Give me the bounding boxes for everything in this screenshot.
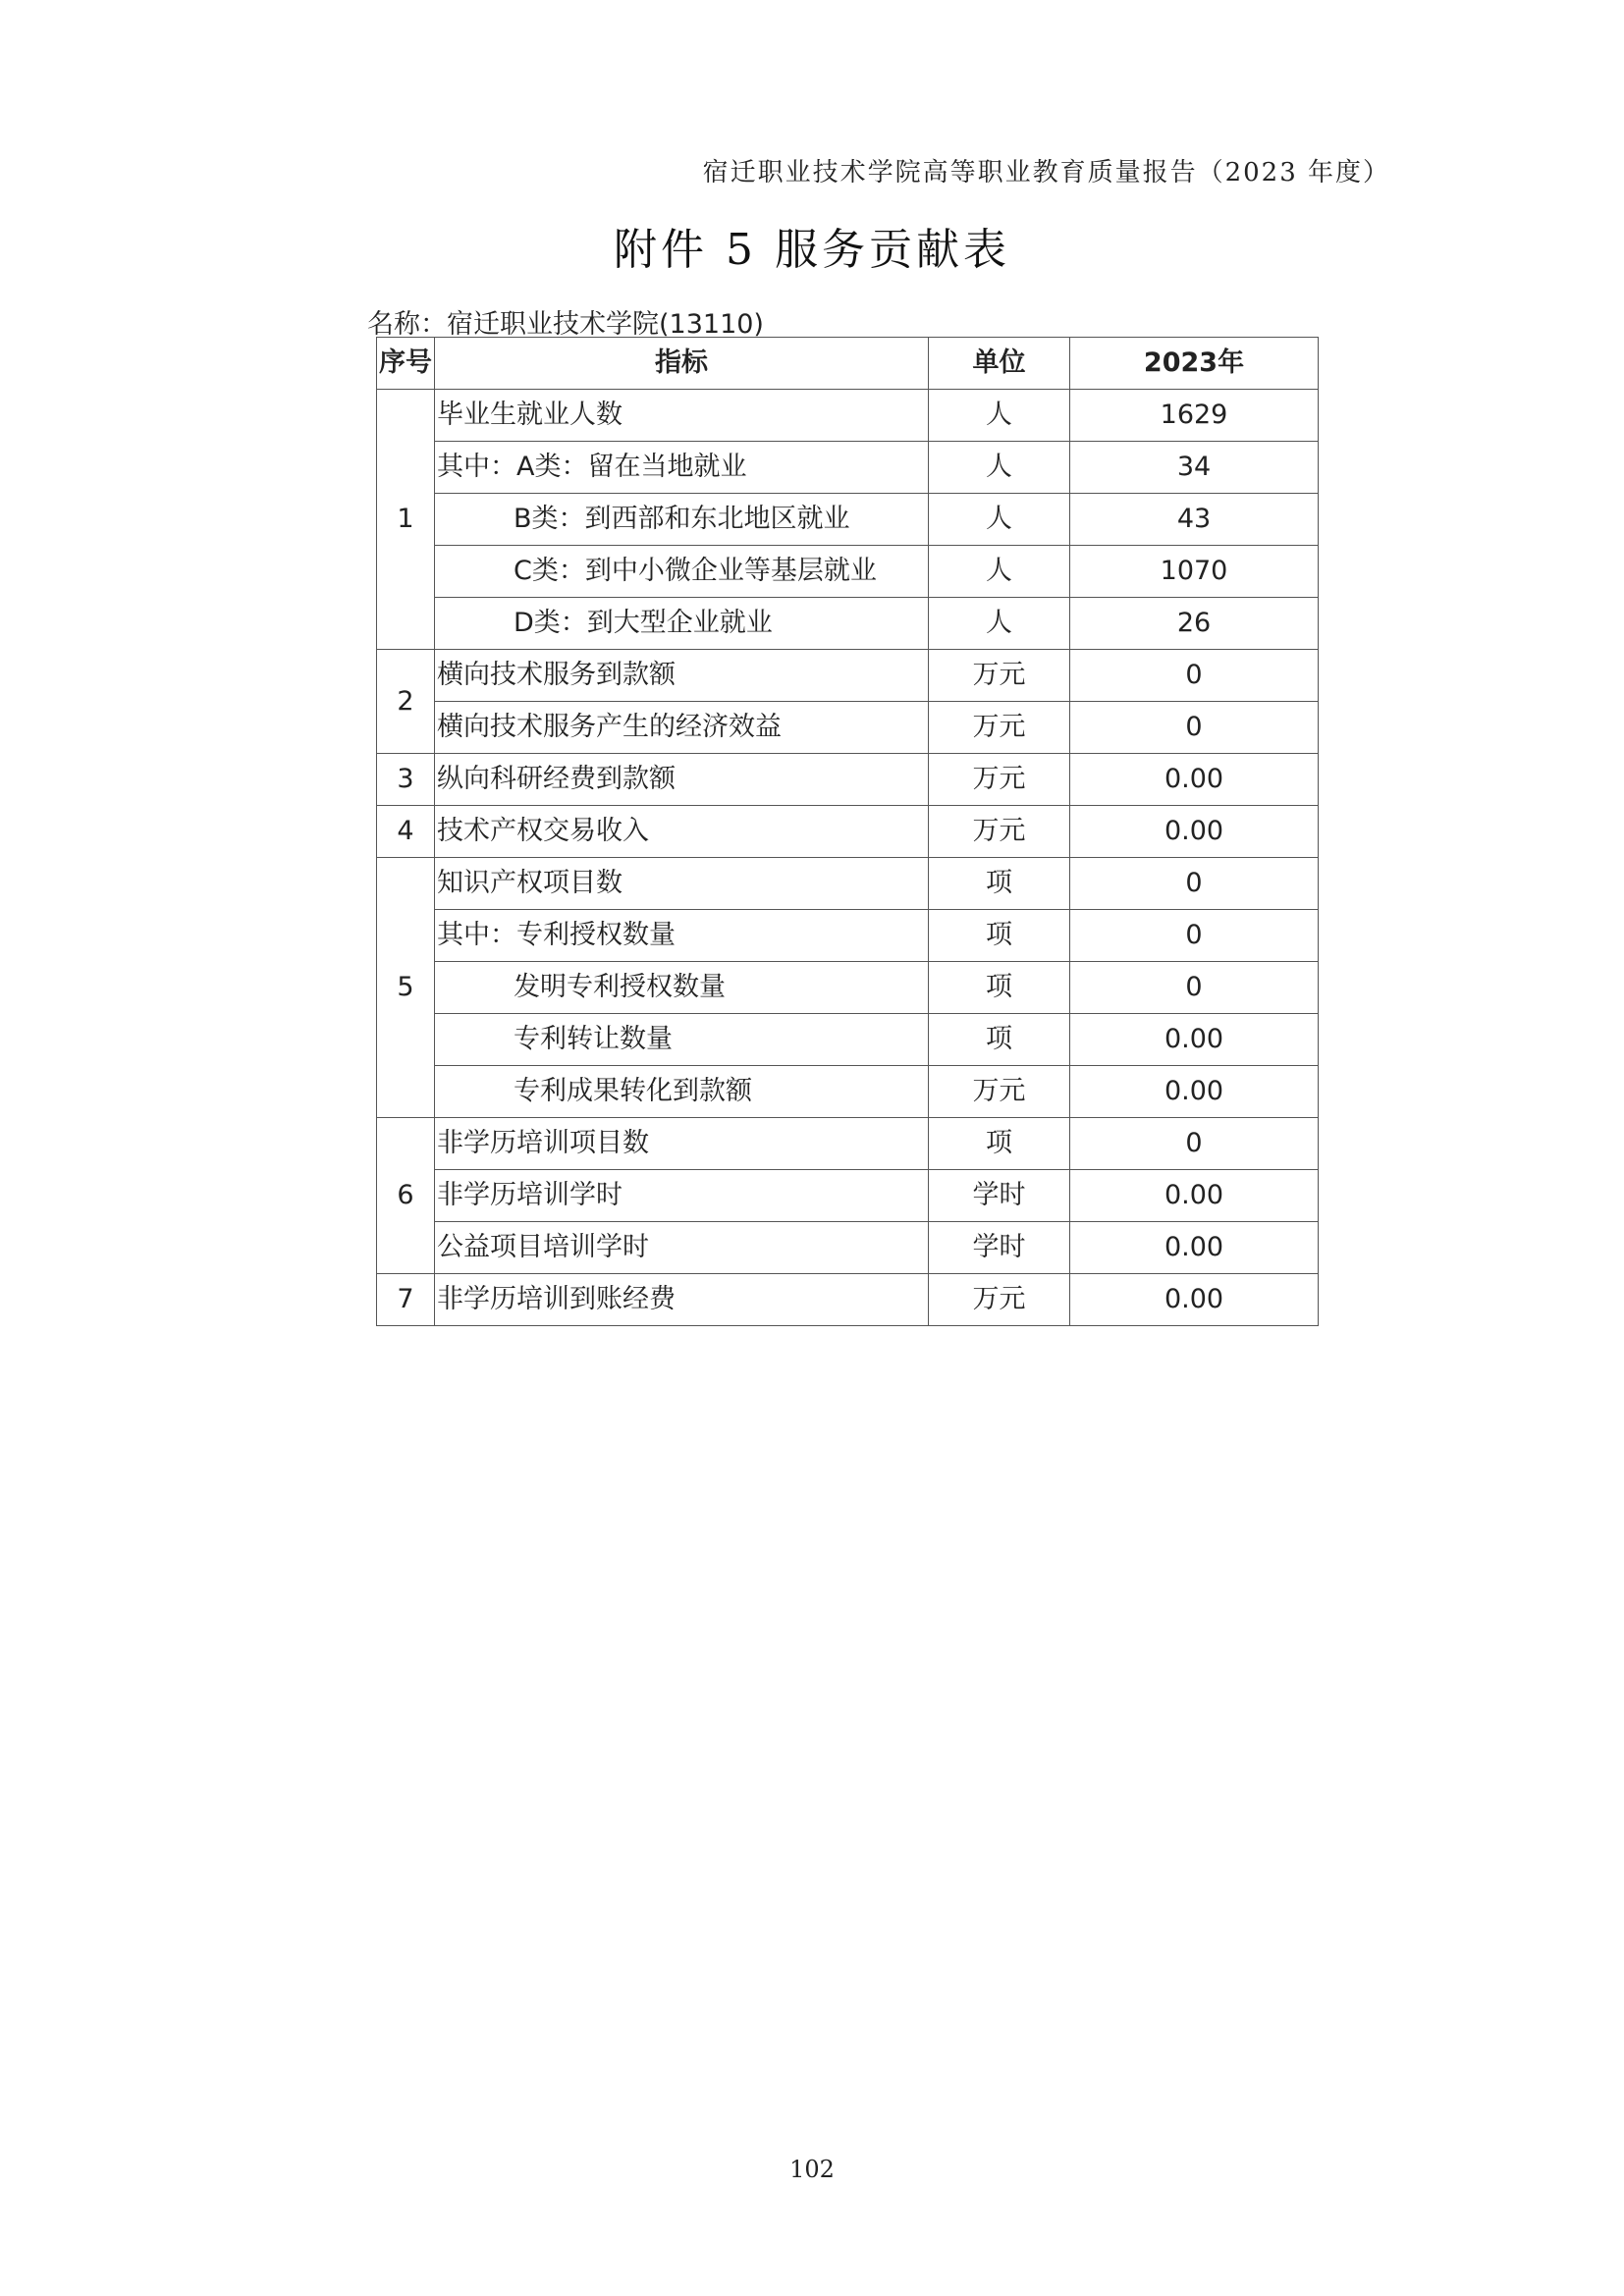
row-unit: 项 [929, 962, 1070, 1014]
table-row [377, 650, 1319, 702]
row-indicator: 非学历培训项目数 [437, 1128, 649, 1158]
col-header-year: 2023年 [1070, 338, 1319, 390]
table-row [377, 1014, 1319, 1066]
row-indicator: 纵向科研经费到款额 [437, 764, 676, 794]
row-indicator: 公益项目培训学时 [437, 1232, 649, 1262]
table-row [377, 390, 1319, 442]
row-unit: 学时 [929, 1170, 1070, 1222]
row-indicator: 发明专利授权数量 [514, 972, 726, 1002]
table-row [377, 702, 1319, 754]
row-value: 26 [1070, 598, 1319, 650]
group-number: 4 [377, 806, 435, 858]
row-indicator: 知识产权项目数 [437, 868, 623, 898]
row-value: 0 [1070, 1118, 1319, 1170]
running-header: 宿迁职业技术学院高等职业教育质量报告（2023 年度） [702, 158, 1390, 187]
row-indicator: 横向技术服务到款额 [437, 660, 676, 690]
row-value: 0.00 [1070, 1014, 1319, 1066]
row-value: 43 [1070, 494, 1319, 546]
row-unit: 人 [929, 390, 1070, 442]
row-value: 0 [1070, 962, 1319, 1014]
group-number: 7 [377, 1274, 435, 1326]
row-indicator: 技术产权交易收入 [437, 816, 649, 846]
table-row [377, 598, 1319, 650]
row-unit: 项 [929, 910, 1070, 962]
row-value: 0 [1070, 702, 1319, 754]
row-value: 0.00 [1070, 806, 1319, 858]
table-row [377, 962, 1319, 1014]
row-unit: 项 [929, 1118, 1070, 1170]
row-value: 0 [1070, 650, 1319, 702]
service-contribution-table [376, 337, 1319, 1326]
row-unit: 人 [929, 598, 1070, 650]
row-indicator: D类：到大型企业就业 [514, 608, 773, 638]
row-value: 0.00 [1070, 1066, 1319, 1118]
group-number: 3 [377, 754, 435, 806]
row-indicator: 其中：专利授权数量 [437, 920, 676, 950]
table-row [377, 1170, 1319, 1222]
row-unit: 万元 [929, 702, 1070, 754]
table-row [377, 1066, 1319, 1118]
group-number: 1 [377, 390, 435, 650]
table-row [377, 442, 1319, 494]
row-indicator: 非学历培训学时 [437, 1180, 623, 1210]
row-indicator: 非学历培训到账经费 [437, 1284, 676, 1314]
col-header-no: 序号 [377, 338, 435, 390]
col-header-indicator: 指标 [435, 338, 929, 390]
page-title: 附件 5 服务贡献表 [614, 225, 1010, 275]
page-number: 102 [789, 2156, 835, 2183]
row-unit: 万元 [929, 650, 1070, 702]
row-unit: 万元 [929, 1066, 1070, 1118]
row-value: 1629 [1070, 390, 1319, 442]
table-header-row [377, 338, 1319, 390]
table-row [377, 806, 1319, 858]
table-row [377, 910, 1319, 962]
row-value: 34 [1070, 442, 1319, 494]
row-unit: 人 [929, 442, 1070, 494]
table-row [377, 494, 1319, 546]
row-value: 0.00 [1070, 1222, 1319, 1274]
row-value: 0 [1070, 858, 1319, 910]
table-row [377, 1274, 1319, 1326]
row-unit: 项 [929, 1014, 1070, 1066]
group-number: 6 [377, 1118, 435, 1274]
group-number: 5 [377, 858, 435, 1118]
row-indicator: 其中：A类：留在当地就业 [437, 452, 747, 482]
group-number: 2 [377, 650, 435, 754]
table-row [377, 1118, 1319, 1170]
row-value: 1070 [1070, 546, 1319, 598]
row-unit: 人 [929, 546, 1070, 598]
row-value: 0.00 [1070, 754, 1319, 806]
table-row [377, 546, 1319, 598]
row-value: 0.00 [1070, 1170, 1319, 1222]
row-indicator: 横向技术服务产生的经济效益 [437, 712, 782, 742]
row-unit: 万元 [929, 1274, 1070, 1326]
table-row [377, 754, 1319, 806]
row-value: 0 [1070, 910, 1319, 962]
org-name: 名称：宿迁职业技术学院(13110) [367, 309, 764, 340]
row-value: 0.00 [1070, 1274, 1319, 1326]
table-row [377, 1222, 1319, 1274]
row-unit: 项 [929, 858, 1070, 910]
row-indicator: 毕业生就业人数 [437, 400, 623, 430]
table-row [377, 858, 1319, 910]
row-indicator: 专利转让数量 [514, 1024, 673, 1054]
row-unit: 万元 [929, 806, 1070, 858]
row-indicator: B类：到西部和东北地区就业 [514, 504, 850, 534]
row-indicator: C类：到中小微企业等基层就业 [514, 556, 877, 586]
row-unit: 万元 [929, 754, 1070, 806]
row-indicator: 专利成果转化到款额 [514, 1076, 752, 1106]
row-unit: 人 [929, 494, 1070, 546]
col-header-unit: 单位 [929, 338, 1070, 390]
row-unit: 学时 [929, 1222, 1070, 1274]
